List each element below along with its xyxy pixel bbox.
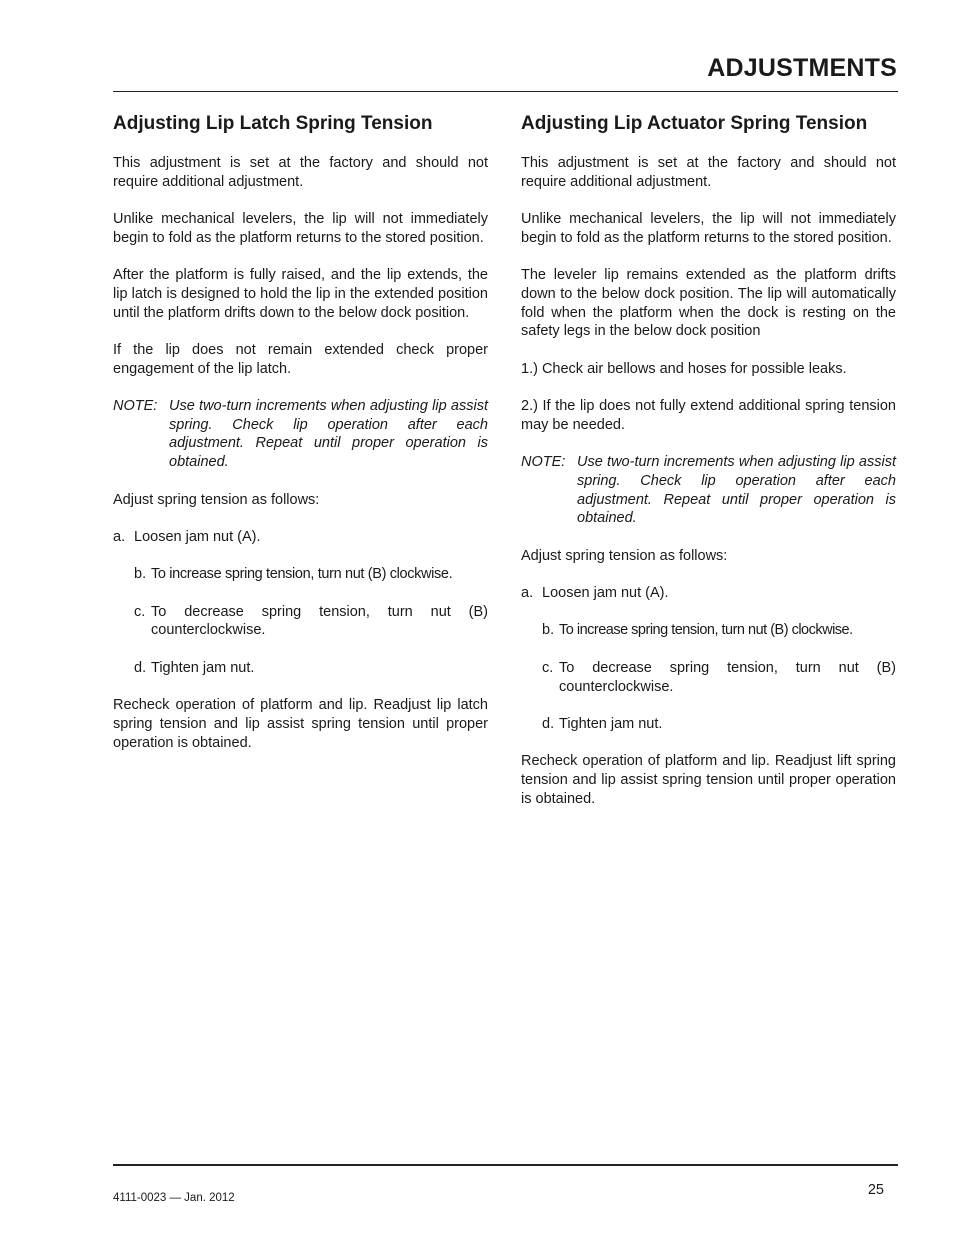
left-paragraph-unlike: Unlike mechanical levelers, the lip will not immediately begin to fold as the platform returns to the stored position. <box>113 211 488 246</box>
right-step-b-text: To increase spring tension, turn nut (B) clockwise. <box>559 622 853 639</box>
right-note <box>521 453 896 528</box>
right-column <box>521 113 896 827</box>
right-section-heading: Adjusting Lip Actuator Spring Tension <box>521 113 868 134</box>
left-note <box>113 397 488 472</box>
right-paragraph-leveler: The leveler lip remains extended as the platform drifts down to the below dock position. The lip will automatically fold when the platform when the dock is resting on the safety legs in the below dock position <box>521 267 896 340</box>
left-step-a-letter: a. <box>113 528 126 545</box>
left-step-c-letter: c. <box>134 603 146 620</box>
right-check-bellows: 1.) Check air bellows and hoses for possible leaks. <box>521 360 847 377</box>
left-note-text: Use two-turn increments when adjusting lip assist spring. Check lip operation after each adjustment. Repeat until proper operation is obtained. <box>169 398 488 471</box>
right-steps-intro: Adjust spring tension as follows: <box>521 547 728 564</box>
left-column <box>113 113 488 771</box>
left-step-d-letter: d. <box>134 659 147 676</box>
left-note-label: NOTE: <box>113 398 158 415</box>
right-step-a-text: Loosen jam nut (A). <box>542 585 669 602</box>
right-step-a <box>521 584 896 603</box>
left-paragraph-latch: After the platform is fully raised, and the lip extends, the lip latch is designed to hold the lip in the extended position until the platform drifts down to the below dock position. <box>113 267 488 321</box>
left-paragraph-engagement: If the lip does not remain extended check proper engagement of the lip latch. <box>113 341 488 377</box>
right-step-c <box>521 659 896 696</box>
left-step-b <box>113 565 488 584</box>
left-step-c <box>113 603 488 640</box>
left-step-a <box>113 528 488 547</box>
right-note-label: NOTE: <box>521 454 566 471</box>
page-title: ADJUSTMENTS <box>707 54 897 82</box>
page-number: 25 <box>867 1182 884 1198</box>
left-step-a-text: Loosen jam nut (A). <box>134 528 261 545</box>
left-step-d-text: Tighten jam nut. <box>151 659 255 676</box>
right-step-d-text: Tighten jam nut. <box>559 715 663 732</box>
right-paragraph-factory: This adjustment is set at the factory and should not require additional adjustment. <box>521 155 896 190</box>
right-paragraph-unlike: Unlike mechanical levelers, the lip will not immediately begin to fold as the platform returns to the stored position. <box>521 211 896 246</box>
right-step-d-letter: d. <box>542 715 555 732</box>
document-number: 4111-0023 — Jan. 2012 <box>113 1192 235 1204</box>
left-steps-intro: Adjust spring tension as follows: <box>113 491 320 508</box>
left-step-b-letter: b. <box>134 566 147 583</box>
right-step-b-letter: b. <box>542 622 555 639</box>
right-step-d <box>521 715 896 734</box>
left-step-c-text: To decrease spring tension, turn nut (B) counterclockwise. <box>151 603 488 639</box>
left-paragraph-factory: This adjustment is set at the factory and should not require additional adjustment. <box>113 155 488 190</box>
header-divider <box>113 91 898 92</box>
right-step-c-letter: c. <box>542 659 554 676</box>
left-step-d <box>113 659 488 678</box>
left-section-heading: Adjusting Lip Latch Spring Tension <box>113 113 433 134</box>
left-step-b-text: To increase spring tension, turn nut (B) clockwise. <box>151 566 453 583</box>
right-step-b <box>521 621 896 640</box>
left-closing-paragraph: Recheck operation of platform and lip. Readjust lip latch spring tension and lip assist spring tension until proper operation is obtained. <box>113 697 488 751</box>
right-check-extend: 2.) If the lip does not fully extend additional spring tension may be needed. <box>521 398 896 433</box>
right-step-a-letter: a. <box>521 585 534 602</box>
right-step-c-text: To decrease spring tension, turn nut (B) counterclockwise. <box>559 659 896 695</box>
footer-divider <box>113 1164 898 1166</box>
right-note-text: Use two-turn increments when adjusting lip assist spring. Check lip operation after each adjustment. Repeat until proper operation is obtained. <box>577 454 896 527</box>
right-closing-paragraph: Recheck operation of platform and lip. Readjust lift spring tension and lip assist spring tension until proper operation is obtained. <box>521 753 896 807</box>
